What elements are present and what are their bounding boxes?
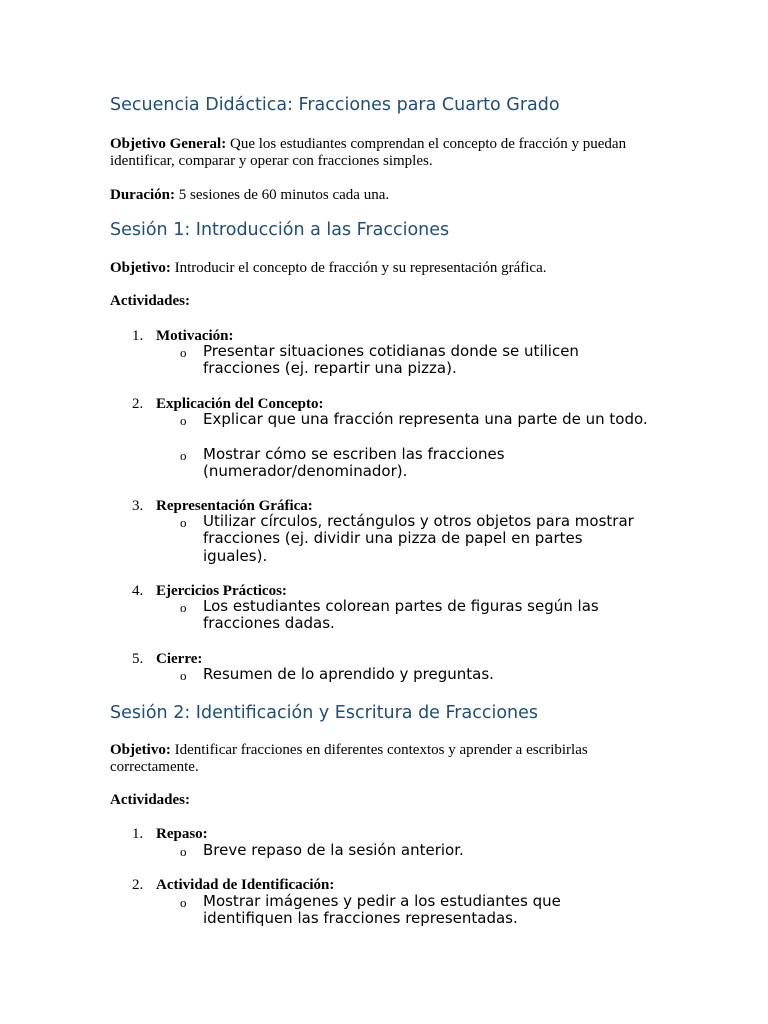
sesion2-actividades-label bbox=[110, 792, 660, 809]
list-item bbox=[132, 826, 208, 843]
item-label: Cierre: bbox=[156, 651, 203, 667]
actividades-label: Actividades: bbox=[110, 792, 190, 808]
sesion2-objetivo-text: Identificar fracciones en diferentes contextos y aprender a escribirlas correctamente. bbox=[110, 742, 588, 775]
bullet-marker: o bbox=[180, 668, 187, 683]
item-number: 1. bbox=[132, 328, 144, 344]
duracion-paragraph bbox=[110, 187, 660, 204]
bullet-marker: o bbox=[180, 448, 187, 463]
item-label: Representación Gráfica: bbox=[156, 498, 313, 514]
item-number: 2. bbox=[132, 396, 144, 412]
bullet-item bbox=[180, 343, 650, 378]
sesion1-objetivo bbox=[110, 260, 660, 277]
document-title: Secuencia Didáctica: Fracciones para Cuarto Grado bbox=[110, 95, 560, 115]
bullet-text: Mostrar imágenes y pedir a los estudiantes que identifiquen las fracciones representadas. bbox=[203, 892, 561, 928]
sesion2-title: Sesión 2: Identificación y Escritura de Fracciones bbox=[110, 703, 539, 723]
bullet-item bbox=[180, 411, 650, 428]
bullet-marker: o bbox=[180, 413, 187, 428]
bullet-text: Explicar que una fracción representa una parte de un todo. bbox=[203, 410, 648, 428]
duracion-label: Duración: bbox=[110, 187, 175, 203]
bullet-item bbox=[180, 842, 650, 859]
objetivo-general-paragraph bbox=[110, 136, 660, 170]
bullet-text: Los estudiantes colorean partes de figuras según las fracciones dadas. bbox=[203, 597, 599, 633]
sesion1-actividades-label bbox=[110, 293, 660, 310]
bullet-text: Breve repaso de la sesión anterior. bbox=[203, 841, 464, 859]
sesion2-objetivo bbox=[110, 742, 660, 776]
bullet-item bbox=[180, 513, 650, 565]
objetivo-general-text: Que los estudiantes comprendan el concepto de fracción y puedan identificar, comparar y operar con fracciones simples. bbox=[110, 136, 627, 169]
item-label: Motivación: bbox=[156, 328, 234, 344]
bullet-item bbox=[180, 893, 650, 928]
bullet-marker: o bbox=[180, 895, 187, 910]
sesion1-objetivo-label: Objetivo: bbox=[110, 260, 171, 276]
item-label: Ejercicios Prácticos: bbox=[156, 583, 287, 599]
bullet-item bbox=[180, 446, 650, 481]
duracion-text: 5 sesiones de 60 minutos cada una. bbox=[178, 187, 390, 203]
bullet-text: Presentar situaciones cotidianas donde se utilicen fracciones (ej. repartir una pizza). bbox=[203, 342, 579, 378]
item-number: 4. bbox=[132, 583, 144, 599]
objetivo-general-label: Objetivo General: bbox=[110, 136, 227, 152]
bullet-marker: o bbox=[180, 600, 187, 615]
item-label: Actividad de Identificación: bbox=[156, 877, 335, 893]
bullet-text: Resumen de lo aprendido y preguntas. bbox=[203, 665, 494, 683]
actividades-label: Actividades: bbox=[110, 293, 190, 309]
item-number: 3. bbox=[132, 498, 144, 514]
bullet-marker: o bbox=[180, 515, 187, 530]
bullet-item bbox=[180, 598, 650, 633]
item-number: 5. bbox=[132, 651, 144, 667]
item-number: 1. bbox=[132, 826, 144, 842]
sesion2-objetivo-label: Objetivo: bbox=[110, 742, 171, 758]
sesion1-objetivo-text: Introducir el concepto de fracción y su representación gráfica. bbox=[174, 260, 547, 276]
item-label: Explicación del Concepto: bbox=[156, 396, 324, 412]
bullet-item bbox=[180, 666, 650, 683]
bullet-text: Utilizar círculos, rectángulos y otros objetos para mostrar fracciones (ej. dividir una pizza de papel en partes iguales). bbox=[203, 512, 634, 565]
bullet-marker: o bbox=[180, 345, 187, 360]
sesion1-title: Sesión 1: Introducción a las Fracciones bbox=[110, 220, 450, 240]
bullet-marker: o bbox=[180, 844, 187, 859]
item-number: 2. bbox=[132, 877, 144, 893]
item-label: Repaso: bbox=[156, 826, 208, 842]
bullet-text: Mostrar cómo se escriben las fracciones (numerador/denominador). bbox=[203, 445, 505, 481]
